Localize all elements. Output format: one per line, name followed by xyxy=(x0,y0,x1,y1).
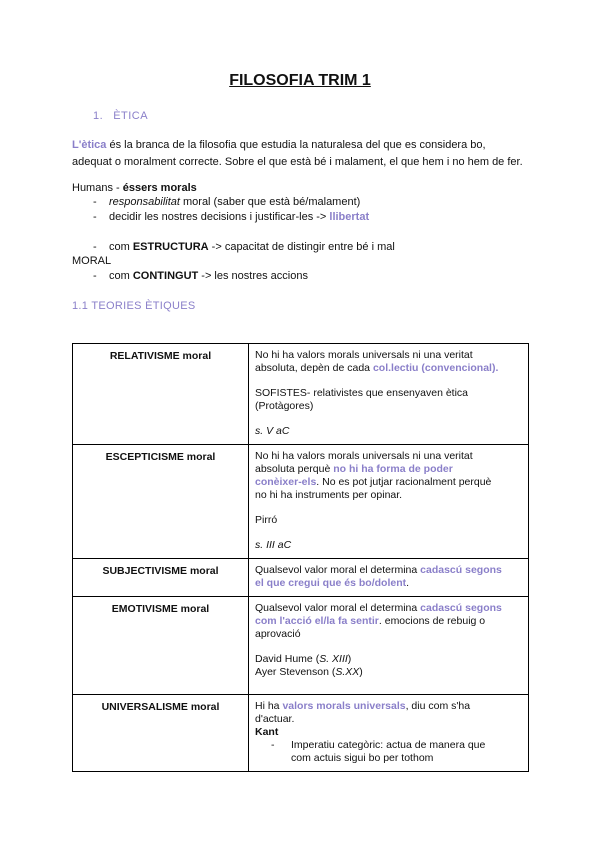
paren: ) xyxy=(347,653,352,665)
desc-line: SOFISTES- relativistes que ensenyaven ètica xyxy=(255,387,469,399)
llibertat-highlight: llibertat xyxy=(329,211,370,223)
highlight: valors morals universals xyxy=(282,700,406,712)
item-prefix: com xyxy=(109,270,133,282)
desc-line: (Protàgores) xyxy=(255,400,314,412)
era: s. V aC xyxy=(255,425,290,437)
page-title: FILOSOFIA TRIM 1 xyxy=(229,72,371,89)
section-heading-etica xyxy=(93,110,148,122)
person: David Hume ( xyxy=(255,653,320,665)
desc-line: d'actuar. xyxy=(255,713,295,725)
desc-line: absoluta perquè xyxy=(255,463,334,475)
theory-description xyxy=(249,695,529,772)
list-item: - decidir les nostres decisions i justificar-les -> llibertat xyxy=(93,211,370,223)
section-label: ÈTICA xyxy=(113,110,149,122)
table-row xyxy=(73,445,529,559)
content-bold: CONTINGUT xyxy=(132,270,199,282)
highlight: com l'acció el/la fa sentir xyxy=(255,615,379,627)
section-number: 1. xyxy=(93,110,104,122)
table-row xyxy=(73,597,529,695)
desc-line: . xyxy=(406,577,410,589)
theory-name: SUBJECTIVISME moral xyxy=(73,559,249,597)
theory-description xyxy=(249,445,529,559)
highlight: cadascú segons xyxy=(420,564,502,576)
era: S. XIII xyxy=(319,653,348,665)
person: Ayer Stevenson ( xyxy=(255,666,336,678)
item-prefix: com xyxy=(109,241,133,253)
intro-paragraph xyxy=(72,137,542,171)
humans-bold: éssers morals xyxy=(122,182,197,194)
table-row xyxy=(73,559,529,597)
desc-line: no hi ha instruments per opinar. xyxy=(255,489,403,501)
item-rest: -> les nostres accions xyxy=(198,270,308,282)
humans-prefix: Humans - xyxy=(72,182,123,194)
desc-line: . emocions de rebuig o xyxy=(378,615,486,627)
theory-name: ESCEPTICISME moral xyxy=(73,445,249,559)
list-item-text: com actuis sigui bo per tothom xyxy=(291,752,434,764)
table-row xyxy=(73,695,529,772)
structure-bold: ESTRUCTURA xyxy=(132,241,209,253)
intro-line1: és la branca de la filosofia que estudia la naturalesa del que es considera bo, xyxy=(106,139,486,151)
highlight: col.lectiu (convencional). xyxy=(372,362,499,374)
moral-label: MORAL xyxy=(72,255,112,267)
person: Pirró xyxy=(255,514,278,526)
list-item: - responsabilitat moral (saber que està bé/malament) xyxy=(93,196,361,208)
highlight: cadascú segons xyxy=(420,602,502,614)
theory-name: EMOTIVISME moral xyxy=(73,597,249,695)
list-item: - Imperatiu categòric: actua de manera que xyxy=(271,739,486,751)
moral-item-content: - com CONTINGUT -> les nostres accions xyxy=(93,270,308,282)
highlight: conèixer-els xyxy=(255,476,317,488)
desc-line: , diu com s'ha xyxy=(405,700,471,712)
desc-line: aprovació xyxy=(255,628,301,640)
desc-line: No hi ha valors morals universals ni una veritat xyxy=(255,450,473,462)
theories-table xyxy=(72,343,529,772)
desc-line: absoluta, depèn de cada xyxy=(255,362,373,374)
theory-description xyxy=(249,344,529,445)
desc-line: Hi ha xyxy=(255,700,283,712)
theory-description xyxy=(249,597,529,695)
item-rest: -> capacitat de distingir entre bé i mal xyxy=(208,241,395,253)
desc-line: . No es pot jutjar racionalment perquè xyxy=(316,476,492,488)
theory-name: RELATIVISME moral xyxy=(73,344,249,445)
paren: ) xyxy=(359,666,363,678)
list-item-text: moral (saber que està bé/malament) xyxy=(179,196,361,208)
author: Kant xyxy=(255,726,279,738)
era: s. III aC xyxy=(255,539,292,551)
theory-description xyxy=(249,559,529,597)
highlight: el que cregui que és bo/dolent xyxy=(255,577,407,589)
intro-line2: adequat o moralment correcte. Sobre el que està bé i malament, el que hem i no hem de fer. xyxy=(72,156,523,168)
theory-name: UNIVERSALISME moral xyxy=(73,695,249,772)
list-item-text: decidir les nostres decisions i justificar-les -> xyxy=(109,211,330,223)
desc-line: Qualsevol valor moral el determina xyxy=(255,564,421,576)
humans-list xyxy=(93,195,513,225)
table-row xyxy=(73,344,529,445)
responsabilitat-italic: responsabilitat xyxy=(109,196,180,208)
desc-line: No hi ha valors morals universals ni una veritat xyxy=(255,349,473,361)
section-heading-teories: 1.1 TEORIES ÈTIQUES xyxy=(72,300,196,312)
highlight: no hi ha forma de poder xyxy=(333,463,453,475)
moral-item-structure: - com ESTRUCTURA -> capacitat de distingir entre bé i mal xyxy=(93,241,395,253)
desc-line: Qualsevol valor moral el determina xyxy=(255,602,421,614)
list-item-text: Imperatiu categòric: actua de manera que xyxy=(291,739,486,751)
intro-term: L'ètica xyxy=(72,139,107,151)
era: S.XX xyxy=(335,666,360,678)
